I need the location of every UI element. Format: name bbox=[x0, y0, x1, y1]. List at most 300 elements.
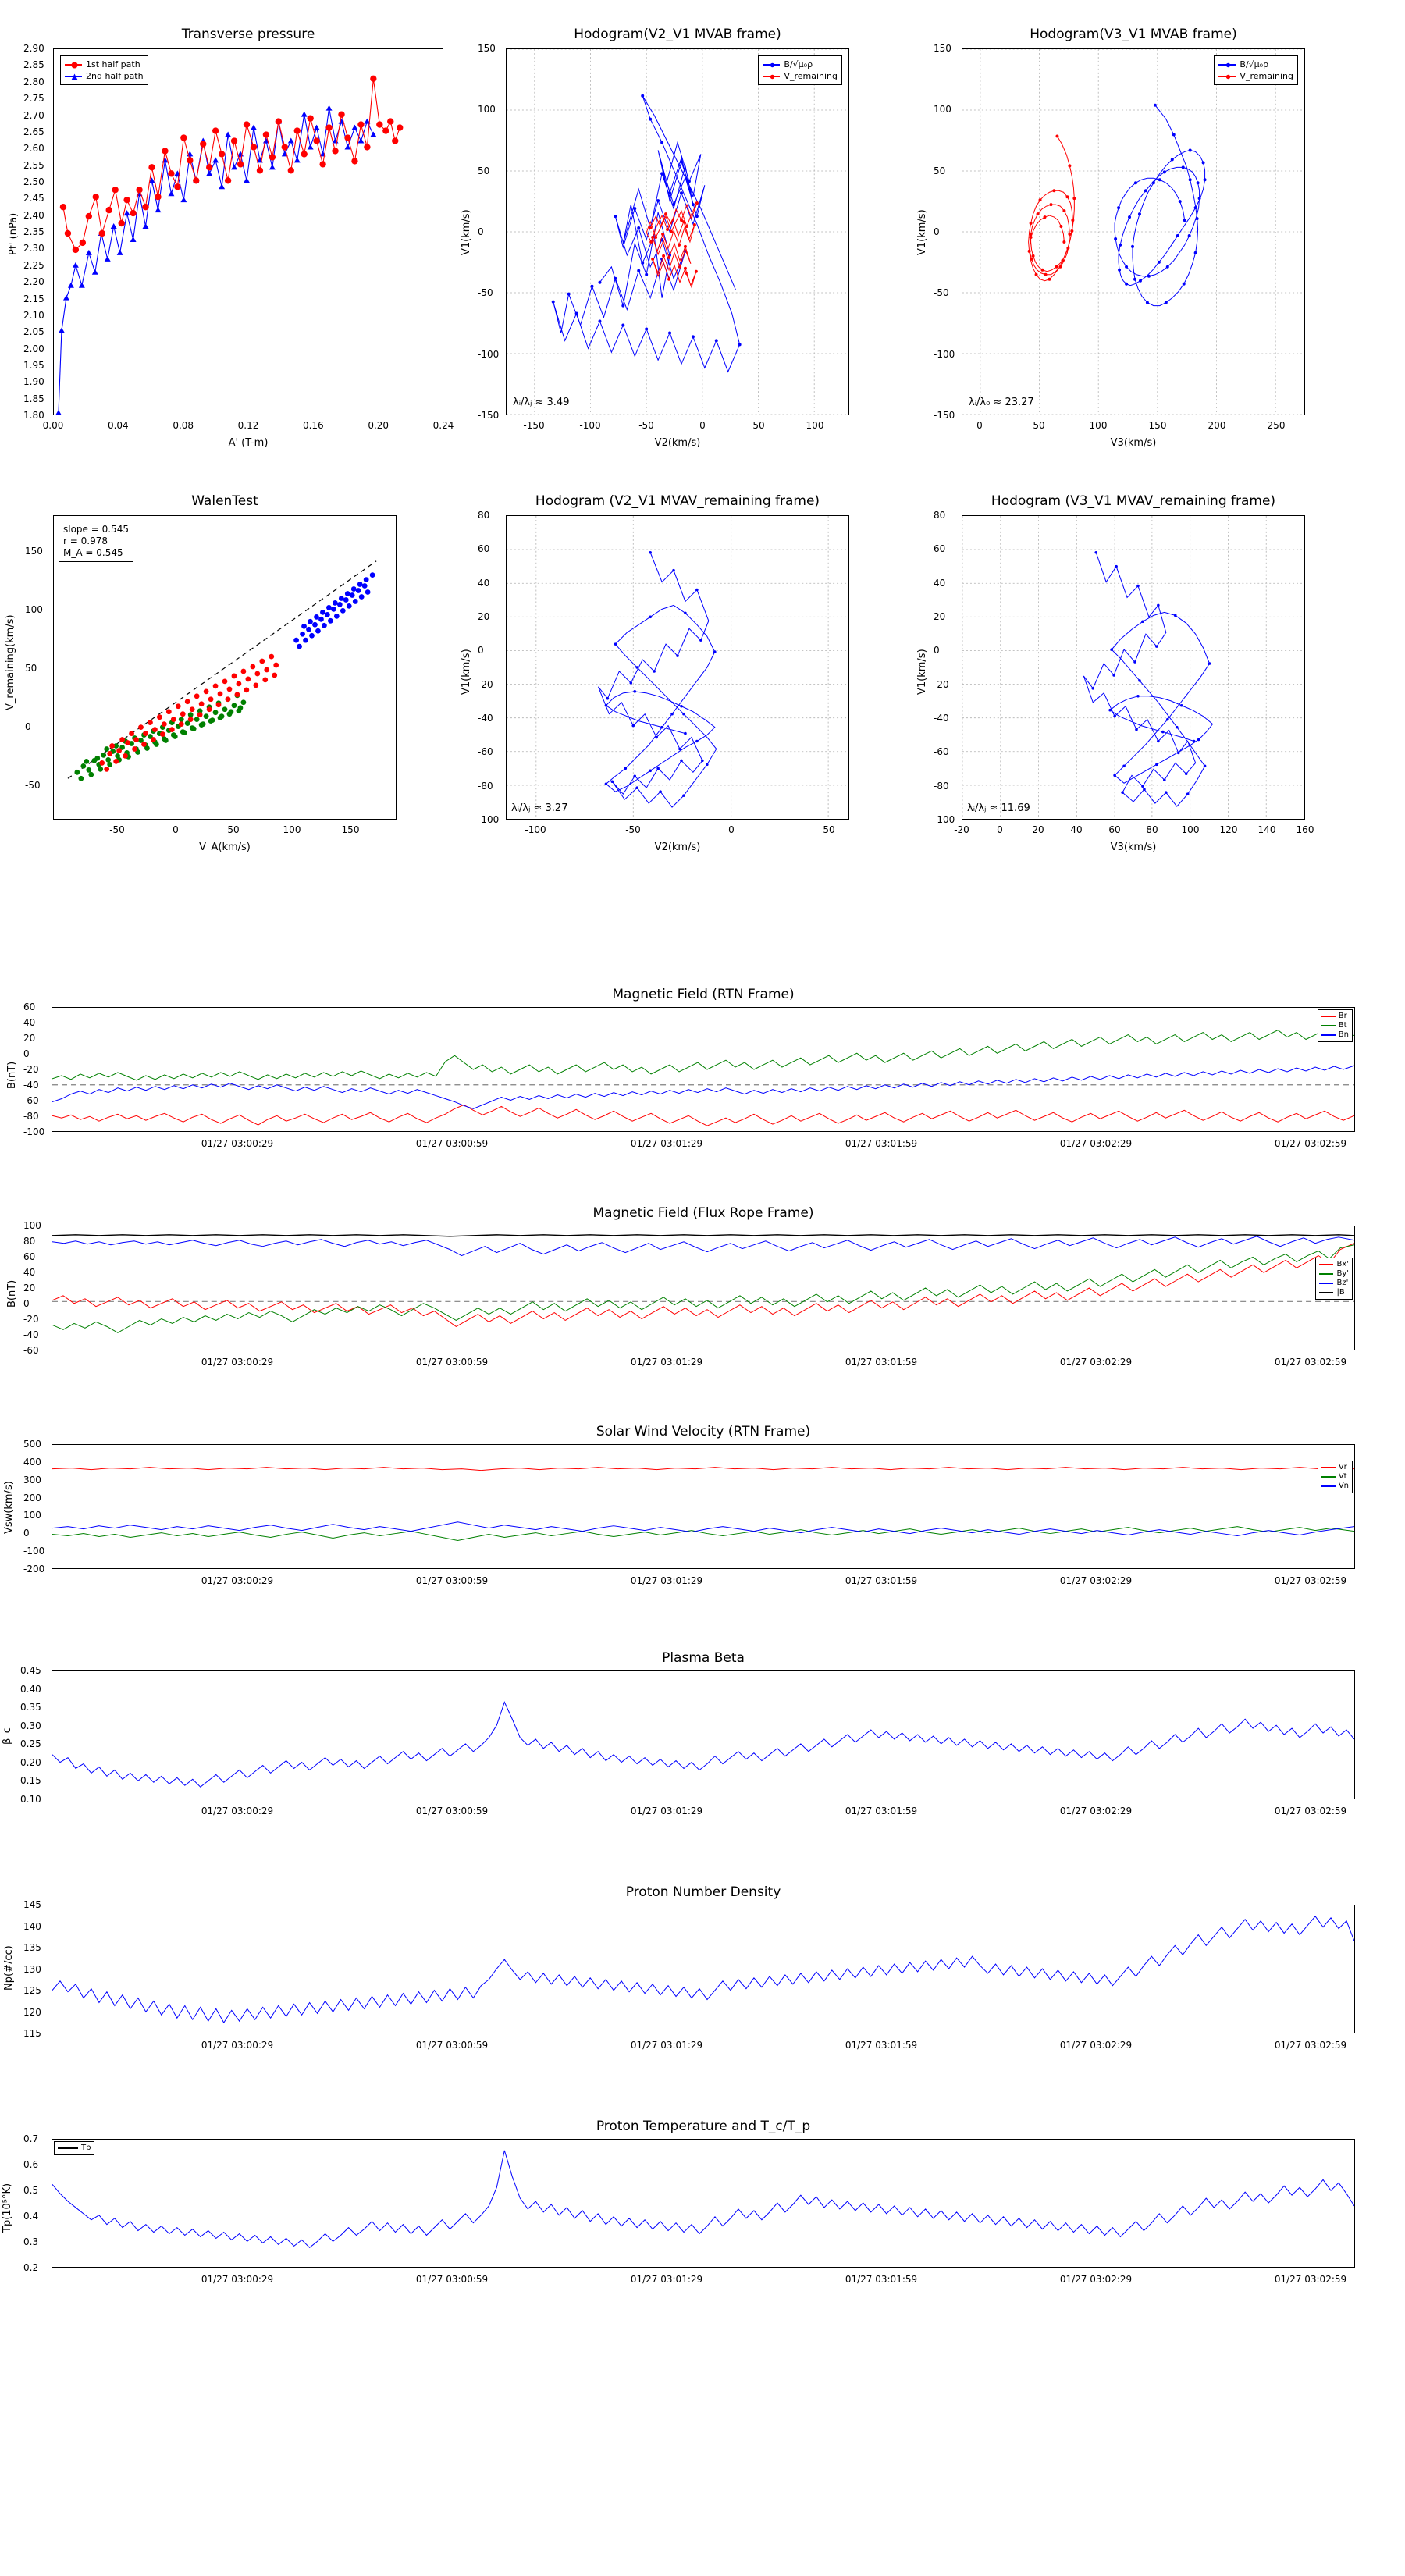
x-tick: 01/27 03:02:59 bbox=[1274, 1806, 1347, 1816]
alfven-mach-value: M_A = 0.545 bbox=[63, 547, 123, 558]
x-tick: 50 bbox=[823, 824, 835, 835]
y-tick: 0 bbox=[23, 1298, 30, 1309]
legend-swatch-vn bbox=[1321, 1485, 1336, 1487]
x-axis-label: V3(km/s) bbox=[1110, 841, 1157, 853]
x-tick: 0.20 bbox=[368, 420, 389, 431]
x-tick: 01/27 03:00:29 bbox=[201, 2040, 274, 2051]
y-axis-label: V1(km/s) bbox=[916, 649, 928, 695]
y-tick: 100 bbox=[934, 104, 951, 116]
x-tick: 01/27 03:01:59 bbox=[845, 1138, 918, 1149]
legend-label: B/√μ₀ρ bbox=[1240, 59, 1269, 69]
x-axis-label: V3(km/s) bbox=[1110, 437, 1157, 449]
y-tick: -50 bbox=[25, 779, 41, 791]
y-tick: -100 bbox=[934, 814, 955, 825]
x-tick: 50 bbox=[227, 824, 240, 835]
legend bbox=[1315, 1258, 1353, 1300]
panel-magnetic-field-fluxrope bbox=[6, 1205, 1355, 1368]
x-tick: 01/27 03:01:59 bbox=[845, 1806, 918, 1816]
series-vremaining-markers bbox=[1028, 135, 1076, 281]
y-tick: 100 bbox=[478, 104, 496, 116]
plot-area bbox=[962, 515, 1305, 820]
x-tick: 250 bbox=[1267, 420, 1286, 431]
y-tick: 2.75 bbox=[23, 93, 44, 105]
y-tick: 120 bbox=[23, 2006, 41, 2018]
y-tick: 2.15 bbox=[23, 293, 44, 304]
x-tick: 01/27 03:01:59 bbox=[845, 1575, 918, 1586]
x-tick: -100 bbox=[525, 824, 546, 835]
y-axis-label: V_remaining(km/s) bbox=[5, 614, 16, 710]
y-tick: 100 bbox=[23, 1220, 41, 1231]
y-tick: 300 bbox=[23, 1474, 41, 1485]
x-tick: 01/27 03:01:29 bbox=[630, 1806, 703, 1816]
y-axis-label: Np(#/cc) bbox=[3, 1945, 15, 1991]
x-tick: 0 bbox=[699, 420, 706, 431]
x-tick: 01/27 03:00:29 bbox=[201, 1138, 274, 1149]
triangle-marker-icon bbox=[71, 73, 78, 80]
y-tick: -150 bbox=[478, 410, 500, 421]
legend-label: B/√μ₀ρ bbox=[784, 59, 813, 69]
x-tick: 80 bbox=[1146, 824, 1158, 835]
series-by bbox=[52, 1245, 1354, 1333]
series-1st-half-markers bbox=[60, 76, 404, 253]
panel-title: Plasma Beta bbox=[662, 1650, 745, 1666]
x-tick: -20 bbox=[954, 824, 969, 835]
x-tick: 120 bbox=[1219, 824, 1238, 835]
plot-area bbox=[506, 48, 849, 415]
series-tp bbox=[52, 2151, 1354, 2247]
legend-item bbox=[763, 59, 838, 70]
y-tick: 60 bbox=[478, 543, 490, 555]
y-tick: -20 bbox=[23, 1314, 39, 1325]
y-tick: -50 bbox=[478, 287, 493, 299]
x-tick: 100 bbox=[1089, 420, 1108, 431]
y-tick: 140 bbox=[23, 1920, 41, 1932]
circle-marker-icon bbox=[71, 62, 78, 69]
y-tick: 2.70 bbox=[23, 109, 44, 121]
y-axis-label: Tp(10⁵°K) bbox=[2, 2183, 13, 2233]
y-tick: 60 bbox=[23, 1251, 36, 1262]
panel-title: Proton Number Density bbox=[625, 1884, 781, 1900]
legend-item bbox=[1321, 1472, 1349, 1482]
legend-swatch-bmag bbox=[1319, 1292, 1333, 1293]
panel-title: Solar Wind Velocity (RTN Frame) bbox=[596, 1424, 811, 1439]
circle-marker-icon bbox=[1225, 73, 1232, 80]
y-tick: -20 bbox=[478, 678, 493, 690]
y-tick: 0.30 bbox=[20, 1720, 41, 1731]
y-tick: -60 bbox=[478, 746, 493, 758]
legend-label: 2nd half path bbox=[86, 71, 144, 81]
legend-item bbox=[1218, 70, 1293, 82]
legend-swatch-red bbox=[1218, 76, 1236, 77]
panel-title: WalenTest bbox=[191, 493, 258, 509]
y-tick: 125 bbox=[23, 1985, 41, 1996]
series-plot bbox=[52, 1445, 1354, 1568]
legend-label: Bx' bbox=[1336, 1260, 1349, 1268]
x-tick: 01/27 03:02:59 bbox=[1274, 1575, 1347, 1586]
y-tick: 40 bbox=[23, 1267, 36, 1278]
y-tick: 80 bbox=[478, 510, 490, 521]
x-tick: 100 bbox=[806, 420, 824, 431]
y-tick: 20 bbox=[23, 1283, 36, 1293]
series-bx bbox=[52, 1244, 1354, 1327]
y-axis-label: B(nT) bbox=[6, 1279, 18, 1308]
y-tick: -100 bbox=[478, 814, 500, 825]
eigenvalue-ratio-annotation: λᵢ/λ₀ ≈ 23.27 bbox=[969, 397, 1034, 408]
x-tick: 200 bbox=[1208, 420, 1226, 431]
legend-swatch-bt bbox=[1321, 1025, 1336, 1026]
x-tick: 60 bbox=[1108, 824, 1121, 835]
legend-item bbox=[1321, 1021, 1349, 1030]
plot-area bbox=[53, 515, 397, 820]
panel-title: Hodogram (V3_V1 MVAV_remaining frame) bbox=[991, 493, 1276, 509]
circle-marker-icon bbox=[769, 62, 776, 69]
x-tick: -50 bbox=[625, 824, 641, 835]
legend-label: Br bbox=[1338, 1012, 1347, 1020]
circle-marker-icon bbox=[1225, 62, 1232, 69]
x-tick: 01/27 03:00:29 bbox=[201, 1357, 274, 1368]
series-plot bbox=[52, 1905, 1354, 2033]
x-tick: 01/27 03:00:29 bbox=[201, 1806, 274, 1816]
legend-swatch-red-circle bbox=[65, 64, 82, 66]
legend-item bbox=[1218, 59, 1293, 70]
legend bbox=[1318, 1461, 1353, 1493]
panel-title: Transverse pressure bbox=[181, 27, 315, 42]
panel-magnetic-field-rtn bbox=[6, 987, 1355, 1149]
x-tick: 20 bbox=[1032, 824, 1044, 835]
y-tick: 2.45 bbox=[23, 193, 44, 205]
y-tick: 0.4 bbox=[23, 2211, 39, 2222]
legend bbox=[60, 55, 148, 85]
panel-hodogram-v3v1-mvab bbox=[916, 27, 1305, 449]
eigenvalue-ratio-annotation: λᵢ/λⱼ ≈ 3.27 bbox=[511, 802, 568, 814]
y-tick: 50 bbox=[478, 165, 490, 176]
y-tick: -100 bbox=[23, 1546, 45, 1557]
series-plot bbox=[507, 516, 848, 819]
series-bz bbox=[52, 1236, 1354, 1256]
y-tick: 0.20 bbox=[20, 1756, 41, 1768]
x-tick: 01/27 03:00:59 bbox=[415, 1138, 489, 1149]
plot-area bbox=[52, 1670, 1355, 1799]
legend-label: Bt bbox=[1338, 1021, 1347, 1030]
series-plot bbox=[52, 1671, 1354, 1799]
y-tick: 40 bbox=[934, 577, 946, 589]
y-tick: -80 bbox=[934, 780, 949, 792]
x-tick: 01/27 03:02:29 bbox=[1059, 2040, 1133, 2051]
x-tick: 01/27 03:02:29 bbox=[1059, 1806, 1133, 1816]
series-vremaining-line bbox=[1029, 137, 1075, 281]
y-tick: 2.35 bbox=[23, 226, 44, 237]
plot-area bbox=[52, 1007, 1355, 1132]
y-tick: -200 bbox=[23, 1564, 45, 1574]
slope-value: slope = 0.545 bbox=[63, 524, 129, 535]
y-tick: 0.25 bbox=[20, 1738, 41, 1750]
series-b-markers bbox=[1114, 104, 1206, 304]
legend-label: |B| bbox=[1336, 1288, 1348, 1297]
panel-solar-wind-velocity bbox=[3, 1424, 1355, 1586]
plot-area bbox=[52, 1226, 1355, 1350]
legend-swatch-bx bbox=[1319, 1264, 1333, 1265]
y-tick: 1.80 bbox=[23, 410, 44, 421]
y-tick: 2.10 bbox=[23, 309, 44, 321]
y-tick: 80 bbox=[23, 1236, 36, 1247]
x-tick: 0.04 bbox=[107, 420, 129, 431]
legend bbox=[54, 2141, 94, 2155]
correlation-value: r = 0.978 bbox=[63, 535, 108, 546]
y-tick: 2.65 bbox=[23, 126, 44, 137]
x-tick: 140 bbox=[1257, 824, 1276, 835]
y-tick: -40 bbox=[934, 713, 949, 724]
series-line bbox=[1083, 553, 1212, 806]
x-tick: 50 bbox=[752, 420, 765, 431]
x-tick: -150 bbox=[523, 420, 545, 431]
series-plot bbox=[962, 516, 1304, 819]
panel-title: Hodogram(V3_V1 MVAB frame) bbox=[1030, 27, 1237, 42]
y-tick: 0.10 bbox=[20, 1794, 41, 1805]
panel-proton-temperature bbox=[2, 2119, 1355, 2285]
x-tick: 0.16 bbox=[302, 420, 324, 431]
y-tick: 150 bbox=[478, 43, 496, 54]
x-tick: 01/27 03:02:59 bbox=[1274, 1357, 1347, 1368]
y-tick: -100 bbox=[478, 348, 500, 360]
x-tick: 0.12 bbox=[237, 420, 259, 431]
plot-area bbox=[506, 515, 849, 820]
series-markers bbox=[605, 551, 717, 797]
x-tick: -50 bbox=[638, 420, 654, 431]
legend-item bbox=[1319, 1279, 1349, 1288]
legend-swatch-tp bbox=[58, 2147, 78, 2149]
series-br bbox=[52, 1105, 1354, 1126]
x-tick: 01/27 03:01:29 bbox=[630, 2040, 703, 2051]
legend-label: Vt bbox=[1338, 1472, 1347, 1481]
x-tick: 100 bbox=[1181, 824, 1200, 835]
y-axis-label: V1(km/s) bbox=[461, 209, 472, 255]
x-tick: 01/27 03:02:29 bbox=[1059, 1357, 1133, 1368]
legend-swatch-blue-triangle bbox=[65, 76, 82, 77]
y-tick: 0 bbox=[934, 645, 940, 656]
y-tick: 0.6 bbox=[23, 2159, 39, 2170]
legend-label: Vn bbox=[1338, 1482, 1349, 1490]
series-plot bbox=[54, 49, 443, 415]
walen-stats-box bbox=[59, 521, 133, 562]
y-tick: -60 bbox=[934, 746, 949, 758]
x-tick: -100 bbox=[579, 420, 601, 431]
y-tick: 60 bbox=[934, 543, 946, 555]
y-tick: 0 bbox=[934, 226, 940, 237]
x-tick: 150 bbox=[341, 824, 360, 835]
x-tick: 01/27 03:02:29 bbox=[1059, 1138, 1133, 1149]
y-tick: 50 bbox=[934, 165, 946, 176]
legend-label: Bz' bbox=[1336, 1279, 1349, 1287]
eigenvalue-ratio-annotation: λᵢ/λⱼ ≈ 3.49 bbox=[513, 397, 570, 408]
legend-item bbox=[763, 70, 838, 82]
y-tick: 0.40 bbox=[20, 1683, 41, 1695]
legend-item bbox=[65, 59, 144, 70]
legend bbox=[1318, 1009, 1353, 1042]
y-tick: 0.35 bbox=[20, 1702, 41, 1713]
y-tick: 100 bbox=[25, 604, 43, 616]
legend-swatch-br bbox=[1321, 1016, 1336, 1017]
series-np bbox=[52, 1916, 1354, 2023]
gridlines bbox=[962, 49, 1304, 415]
x-axis-label: A' (T-m) bbox=[228, 437, 269, 449]
legend-item bbox=[1319, 1269, 1349, 1279]
y-tick: -150 bbox=[934, 410, 955, 421]
x-tick: 01/27 03:00:59 bbox=[415, 1575, 489, 1586]
series-markers bbox=[1091, 551, 1211, 795]
y-tick: 2.05 bbox=[23, 326, 44, 338]
panel-proton-number-density bbox=[3, 1884, 1355, 2051]
y-tick: 40 bbox=[478, 577, 490, 589]
plot-area bbox=[52, 1905, 1355, 2033]
panel-plasma-beta bbox=[2, 1650, 1355, 1816]
panel-hodogram-v2v1-mvab bbox=[461, 27, 849, 449]
y-tick: -80 bbox=[478, 780, 493, 792]
y-tick: 20 bbox=[478, 611, 490, 622]
x-tick: 01/27 03:00:59 bbox=[415, 2040, 489, 2051]
panel-title: Hodogram (V2_V1 MVAV_remaining frame) bbox=[535, 493, 820, 509]
y-tick: -40 bbox=[23, 1080, 39, 1091]
y-tick: -50 bbox=[934, 287, 949, 299]
x-tick: 0.08 bbox=[173, 420, 194, 431]
legend-label: Tp bbox=[81, 2144, 91, 2152]
y-tick: -100 bbox=[934, 348, 955, 360]
legend-swatch-vr bbox=[1321, 1467, 1336, 1468]
panel-title: Magnetic Field (Flux Rope Frame) bbox=[592, 1205, 814, 1221]
x-tick: 0 bbox=[728, 824, 735, 835]
y-tick: 80 bbox=[934, 510, 946, 521]
legend-swatch-red bbox=[763, 76, 780, 77]
legend-item bbox=[1321, 1012, 1349, 1021]
y-tick: 2.90 bbox=[23, 43, 44, 54]
legend-item bbox=[58, 2144, 91, 2153]
series-plot bbox=[507, 49, 848, 415]
x-tick: 01/27 03:01:29 bbox=[630, 1357, 703, 1368]
x-tick: 01/27 03:02:59 bbox=[1274, 2040, 1347, 2051]
x-tick: 01/27 03:00:59 bbox=[415, 1357, 489, 1368]
y-tick: -40 bbox=[23, 1329, 39, 1340]
x-tick: 0 bbox=[997, 824, 1003, 835]
series-2nd-half-markers bbox=[55, 105, 376, 415]
x-tick: 01/27 03:00:29 bbox=[201, 1575, 274, 1586]
legend-label: V_remaining bbox=[1240, 71, 1293, 81]
panel-title: Proton Temperature and T_c/T_p bbox=[596, 2119, 811, 2134]
y-tick: 2.25 bbox=[23, 259, 44, 271]
panel-transverse-pressure bbox=[8, 27, 454, 449]
legend-item bbox=[1319, 1288, 1349, 1297]
y-tick: -60 bbox=[23, 1095, 39, 1106]
x-tick: 40 bbox=[1070, 824, 1083, 835]
y-tick: 400 bbox=[23, 1456, 41, 1468]
x-tick: -50 bbox=[109, 824, 125, 835]
y-tick: 2.55 bbox=[23, 159, 44, 171]
y-tick: 20 bbox=[23, 1033, 36, 1044]
legend-item bbox=[1321, 1030, 1349, 1040]
legend-swatch-bz bbox=[1319, 1283, 1333, 1284]
panel-walen-test bbox=[5, 493, 397, 853]
y-tick: 2.50 bbox=[23, 176, 44, 187]
legend-item bbox=[65, 70, 144, 82]
series-bmag bbox=[52, 1235, 1354, 1236]
y-axis-label: Pt' (nPa) bbox=[8, 212, 20, 255]
x-tick: 01/27 03:00:59 bbox=[415, 2274, 489, 2285]
x-tick: 01/27 03:02:59 bbox=[1274, 2274, 1347, 2285]
panel-title: Hodogram(V2_V1 MVAB frame) bbox=[574, 27, 781, 42]
x-tick: 01/27 03:02:59 bbox=[1274, 1138, 1347, 1149]
y-tick: 20 bbox=[934, 611, 946, 622]
y-tick: -60 bbox=[23, 1345, 39, 1356]
legend-swatch-vt bbox=[1321, 1476, 1336, 1478]
y-tick: 135 bbox=[23, 1942, 41, 1953]
legend bbox=[758, 55, 842, 85]
legend-swatch-blue bbox=[1218, 64, 1236, 66]
y-tick: 2.30 bbox=[23, 243, 44, 254]
legend-swatch-by bbox=[1319, 1273, 1333, 1275]
y-tick: -80 bbox=[23, 1111, 39, 1122]
series-bt bbox=[52, 1030, 1354, 1080]
plot-area bbox=[962, 48, 1305, 415]
x-axis-label: V_A(km/s) bbox=[199, 841, 251, 853]
y-axis-label: Vsw(km/s) bbox=[3, 1481, 15, 1534]
y-axis-label: V1(km/s) bbox=[916, 209, 928, 255]
x-tick: 100 bbox=[283, 824, 301, 835]
y-axis-label: β_c bbox=[2, 1727, 13, 1745]
y-tick: 0.3 bbox=[23, 2236, 39, 2247]
y-tick: 0 bbox=[23, 1528, 30, 1539]
series-plot bbox=[52, 1226, 1354, 1350]
x-tick: 01/27 03:01:59 bbox=[845, 1357, 918, 1368]
y-tick: 2.80 bbox=[23, 76, 44, 87]
legend-label: Bn bbox=[1338, 1030, 1349, 1039]
y-tick: 2.20 bbox=[23, 276, 44, 288]
y-tick: 0 bbox=[25, 720, 31, 732]
series-beta bbox=[52, 1703, 1354, 1788]
y-tick: 0 bbox=[478, 645, 484, 656]
series-vr bbox=[52, 1468, 1354, 1471]
y-tick: 2.40 bbox=[23, 209, 44, 221]
gridlines bbox=[962, 516, 1304, 819]
x-tick: 01/27 03:00:59 bbox=[415, 1806, 489, 1816]
x-tick: 01/27 03:02:29 bbox=[1059, 1575, 1133, 1586]
plot-area bbox=[52, 2139, 1355, 2268]
gridlines bbox=[507, 49, 848, 415]
y-tick: 0 bbox=[23, 1048, 30, 1059]
y-tick: 2.60 bbox=[23, 143, 44, 155]
y-tick: -20 bbox=[934, 678, 949, 690]
x-axis-label: V2(km/s) bbox=[654, 437, 701, 449]
x-tick: 01/27 03:00:29 bbox=[201, 2274, 274, 2285]
y-tick: -40 bbox=[478, 713, 493, 724]
y-tick: 1.95 bbox=[23, 359, 44, 371]
y-tick: 100 bbox=[23, 1510, 41, 1521]
x-tick: 150 bbox=[1148, 420, 1167, 431]
legend-swatch-bn bbox=[1321, 1034, 1336, 1036]
y-tick: 40 bbox=[23, 1017, 36, 1028]
series-plot bbox=[52, 1008, 1354, 1131]
plot-area bbox=[53, 48, 443, 415]
y-axis-label: B(nT) bbox=[6, 1061, 18, 1089]
legend-label: V_remaining bbox=[784, 71, 838, 81]
legend-label: 1st half path bbox=[86, 59, 140, 69]
y-tick: 2.00 bbox=[23, 343, 44, 354]
series-b-line bbox=[1115, 105, 1204, 306]
x-tick: 01/27 03:01:29 bbox=[630, 2274, 703, 2285]
x-tick: 0 bbox=[976, 420, 983, 431]
y-tick: 0.2 bbox=[23, 2262, 39, 2273]
y-tick: 150 bbox=[25, 546, 43, 557]
x-tick: 01/27 03:02:29 bbox=[1059, 2274, 1133, 2285]
x-tick: 50 bbox=[1033, 420, 1045, 431]
y-tick: 0.7 bbox=[23, 2133, 39, 2144]
